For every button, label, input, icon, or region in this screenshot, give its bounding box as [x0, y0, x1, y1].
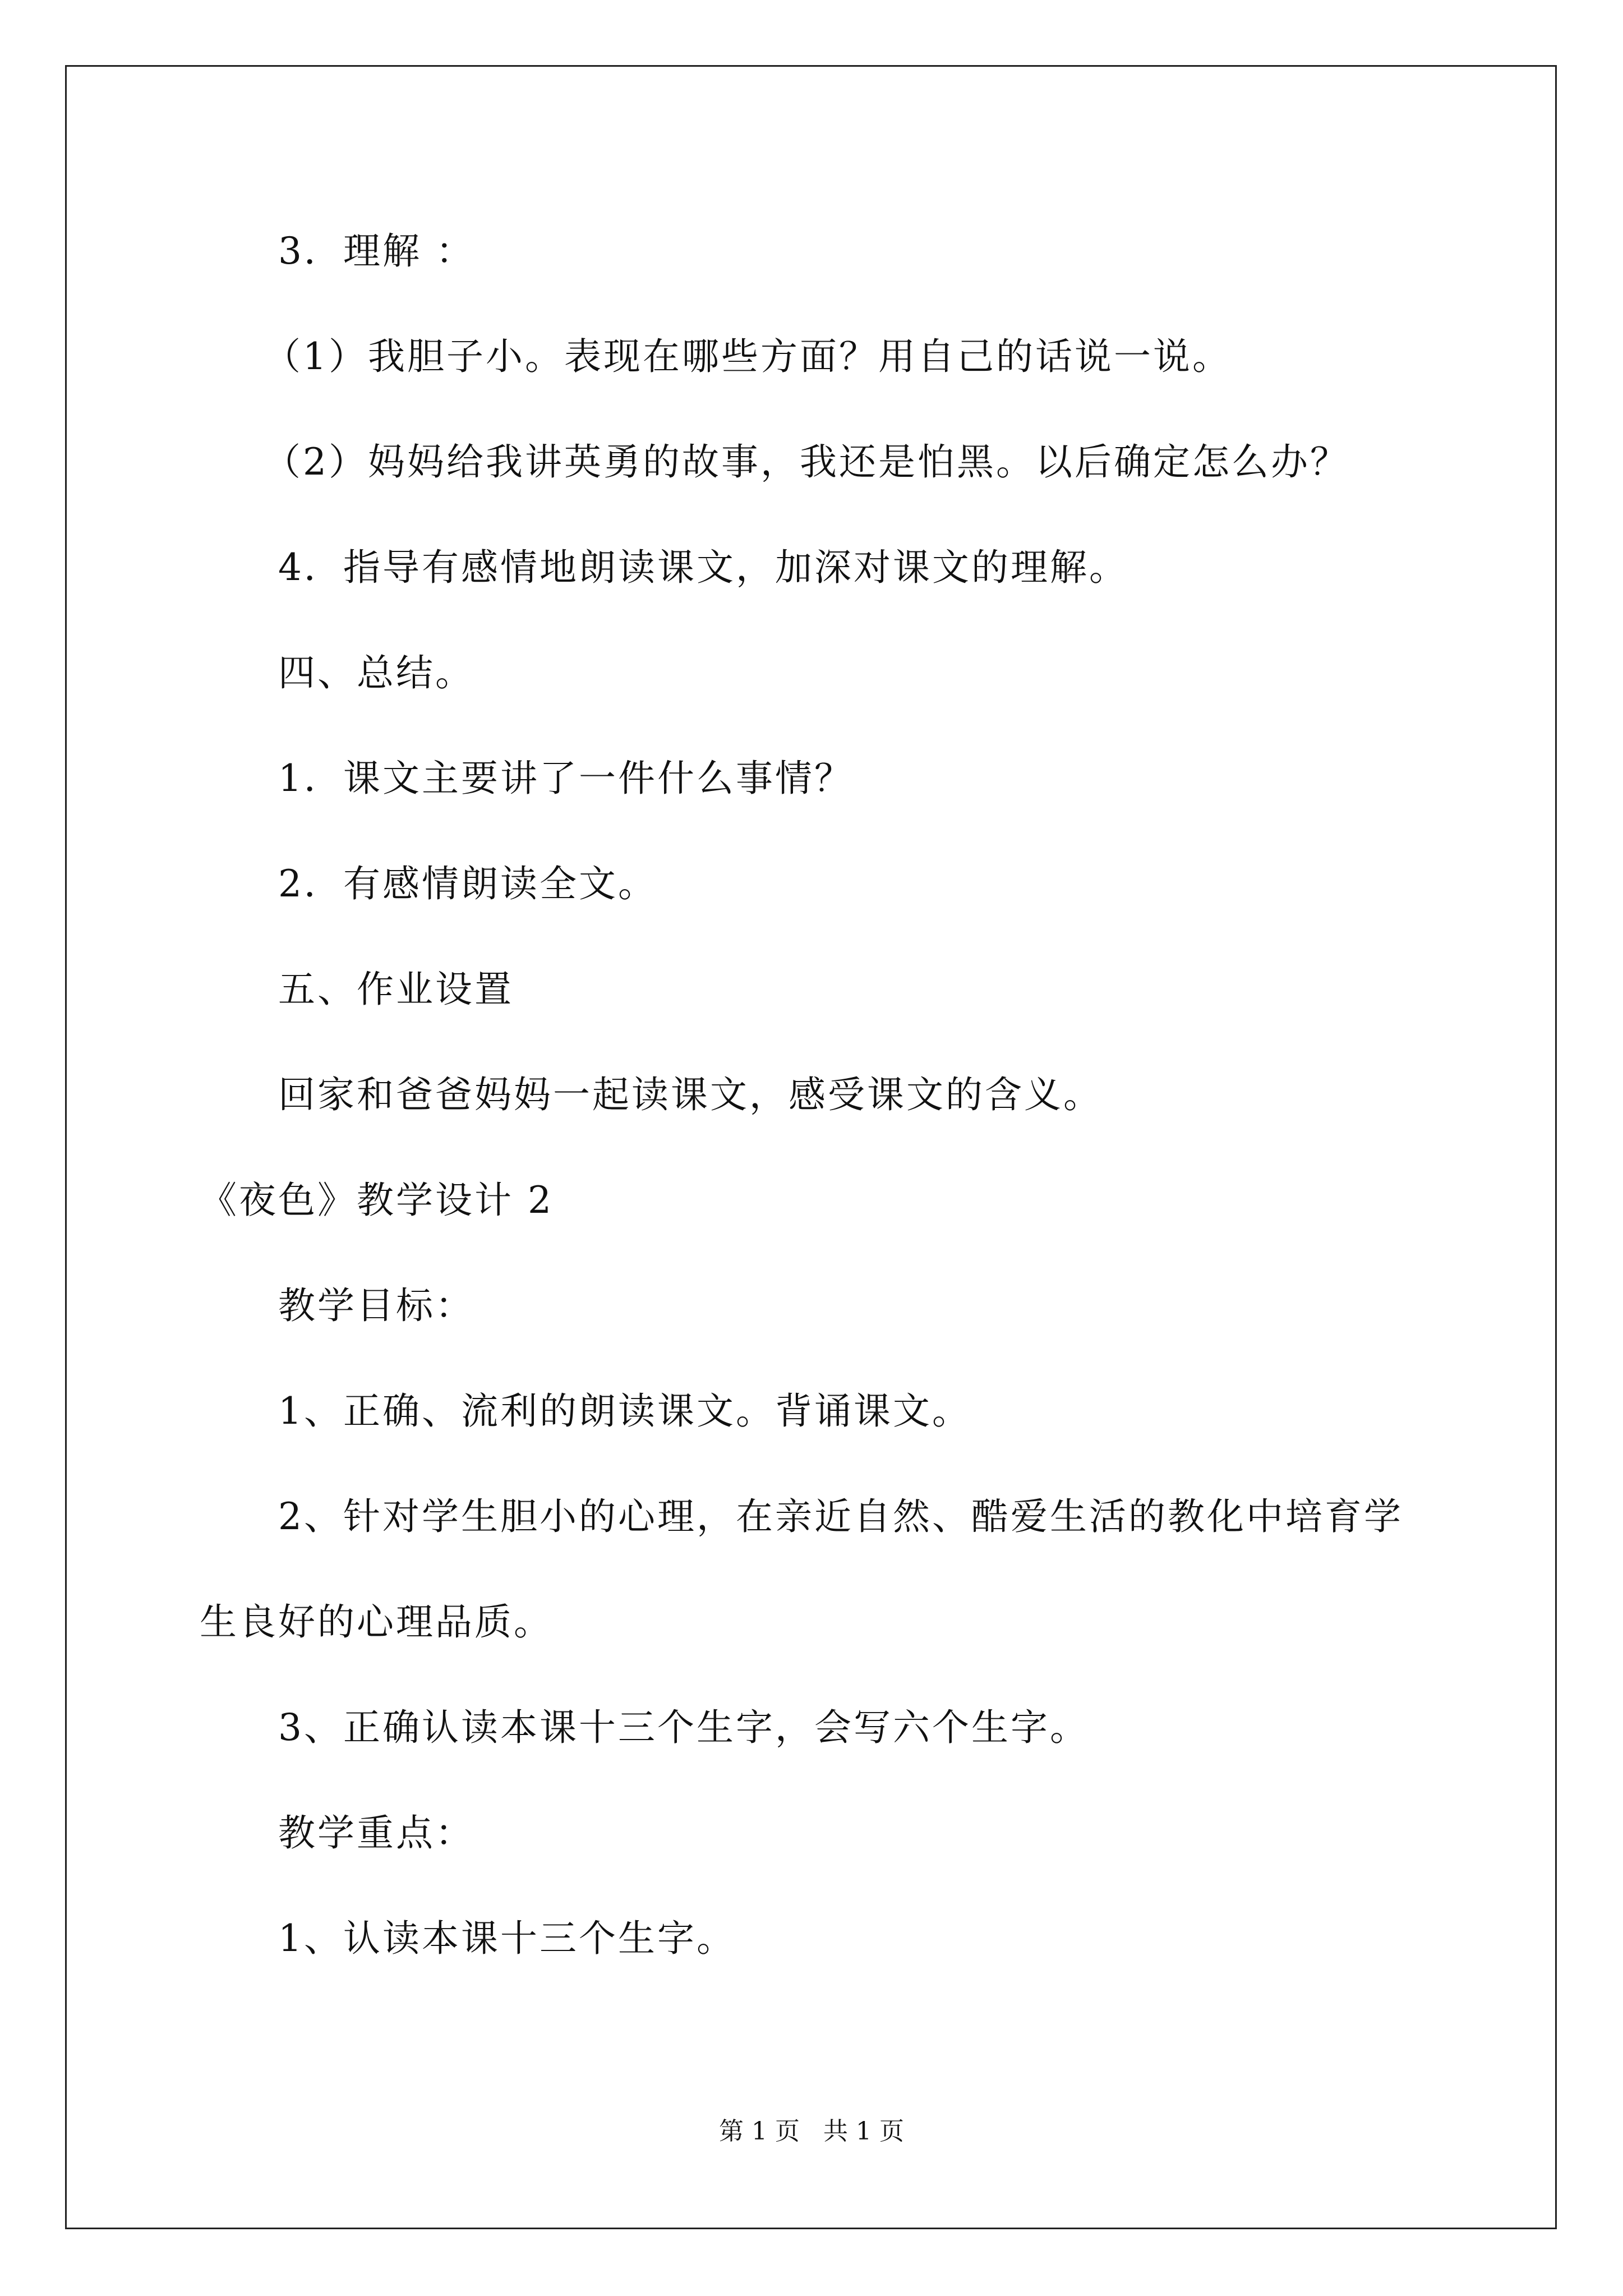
page-number: 第 1 页 [719, 2117, 800, 2146]
list-item: 2、针对学生胆小的心理，在亲近自然、酷爱生活的教化中培育学 [278, 1495, 1403, 1538]
list-item: 3．理解 ： [278, 229, 475, 273]
subheading: 教学目标： [278, 1284, 474, 1327]
page-footer [0, 2115, 1623, 2148]
list-item: 3、正确认读本课十三个生字，会写六个生字。 [278, 1706, 1089, 1749]
section-heading: 五、作业设置 [278, 968, 514, 1011]
list-item: 1．课文主要讲了一件什么事情？ [278, 757, 854, 800]
list-item: 2．有感情朗读全文。 [278, 862, 657, 905]
list-item: 4．指导有感情地朗读课文，加深对课文的理解。 [278, 546, 1128, 589]
list-item: 1、认读本课十三个生字。 [278, 1917, 736, 1960]
subheading: 教学重点： [278, 1811, 474, 1855]
page-total: 共 1 页 [823, 2117, 904, 2146]
section-heading: 四、总结。 [278, 651, 474, 694]
page-border [65, 65, 1557, 2229]
paragraph: 回家和爸爸妈妈一起读课文，感受课文的含义。 [278, 1073, 1103, 1116]
question-item: （2）妈妈给我讲英勇的故事，我还是怕黑。以后确定怎么办？ [264, 440, 1349, 484]
document-title: 《夜色》教学设计 2 [200, 1179, 554, 1222]
list-item: 1、正确、流利的朗读课文。背诵课文。 [278, 1389, 971, 1433]
question-item: （1）我胆子小。表现在哪些方面？用自己的话说一说。 [264, 335, 1232, 378]
list-item-continuation: 生良好的心理品质。 [200, 1600, 553, 1644]
